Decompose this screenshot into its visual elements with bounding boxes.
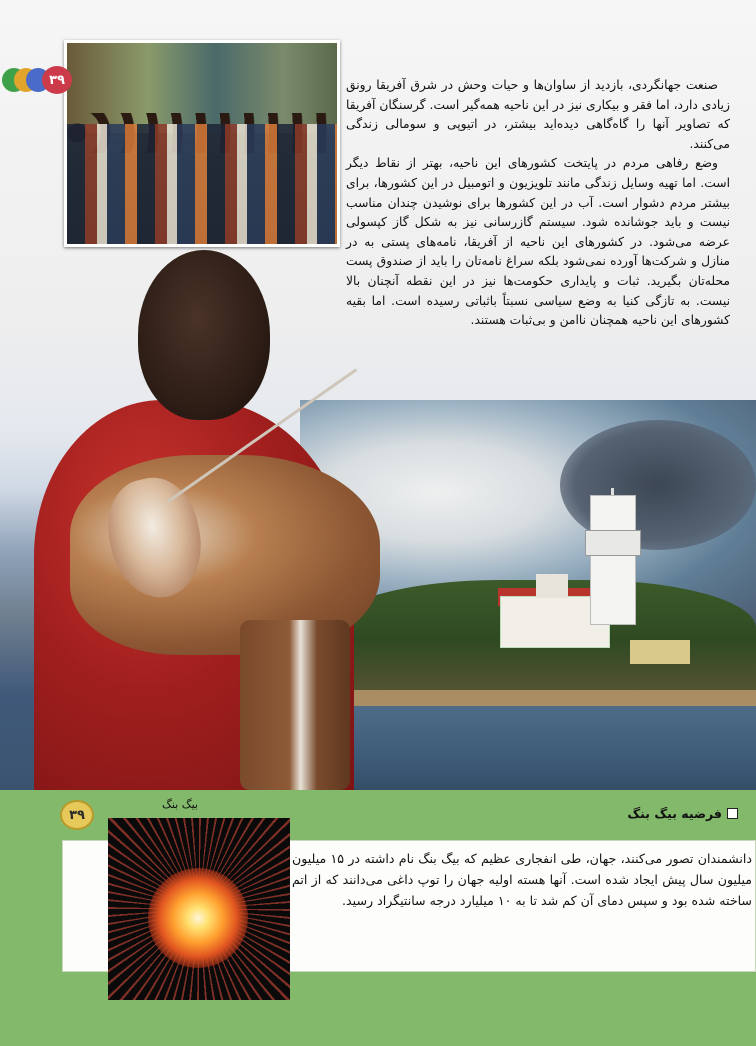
- checkbox-icon: [727, 808, 738, 819]
- bigbang-image-caption: بیگ بنگ: [162, 798, 198, 811]
- bigbang-paragraph: دانشمندان تصور می‌کنند، جهان، طی انفجاری عظیم که بیگ بنگ نام داشته در ۱۵ میلیون میلیون سال پیش ایجاد شده است. آنها هسته اولیه جهان را توپ داغی می‌دانند که از اتم ساخته شده بود و سپس دمای آن کم شد تا به ۱۰ میلیارد درجه سانتیگراد رسید.: [292, 851, 752, 908]
- section-title: فرضیه بیگ بنگ: [627, 806, 722, 821]
- small-house: [536, 574, 568, 598]
- paragraph-2: وضع رفاهی مردم در پایتخت کشورهای این ناحیه، بهتر از نقاط دیگر است. اما تهیه وسایل زندگی مانند تلویزیون و اتومبیل در این کشورها، برای بیشتر مردم دشوار است. آب در این کشورها برای نوشیدن چندان مناسب نیست و باید جوشانده شود. سیستم گازرسانی نیز به شکل گاز کپسولی عرضه می‌شود. در کشورهای این ناحیه از آفریقا، نامه‌های پستی به در منازل و شرکت‌ها آورده نمی‌شود بلکه سراغ نامه‌تان را باید از صندوق پست محله‌تان بگیرید. ثبات و پایداری حکومت‌ها نیز در این نقطه آنچنان بالا نیست. به تازگی کنیا به وضع سیاسی نسبتاً باثباتی رسیده است. اما بقیه کشورهای این ناحیه همچنان ناامن و بی‌ثبات هستند.: [346, 156, 730, 328]
- inset-children: [67, 124, 337, 244]
- inset-photo-crowd: [64, 40, 340, 247]
- water: [330, 706, 756, 790]
- explosion-core: [148, 868, 248, 968]
- lighthouse: [590, 495, 636, 625]
- boy-head: [138, 250, 270, 420]
- paragraph-1: صنعت جهانگردی، بازدید از ساوان‌ها و حیات وحش در شرق آفریقا رونق زیادی دارد، اما فقر و بیکاری نیز در این ناحیه همه‌گیر است. گرسنگان آفریقا که تصاویر آنها را گاه‌گاهی دیده‌اید بیشتر، در اتیوپی و سومالی زندگی می‌کنند.: [346, 78, 730, 151]
- section-heading: [560, 806, 738, 821]
- main-text-block: [346, 76, 730, 331]
- goat-legs: [240, 620, 350, 790]
- distant-building: [630, 640, 690, 664]
- page-number-bottom: ۳۹: [60, 800, 94, 830]
- lighthouse-lantern: [585, 530, 641, 556]
- page-number-top: ۳۹: [42, 66, 72, 94]
- bigbang-image: [108, 818, 290, 1000]
